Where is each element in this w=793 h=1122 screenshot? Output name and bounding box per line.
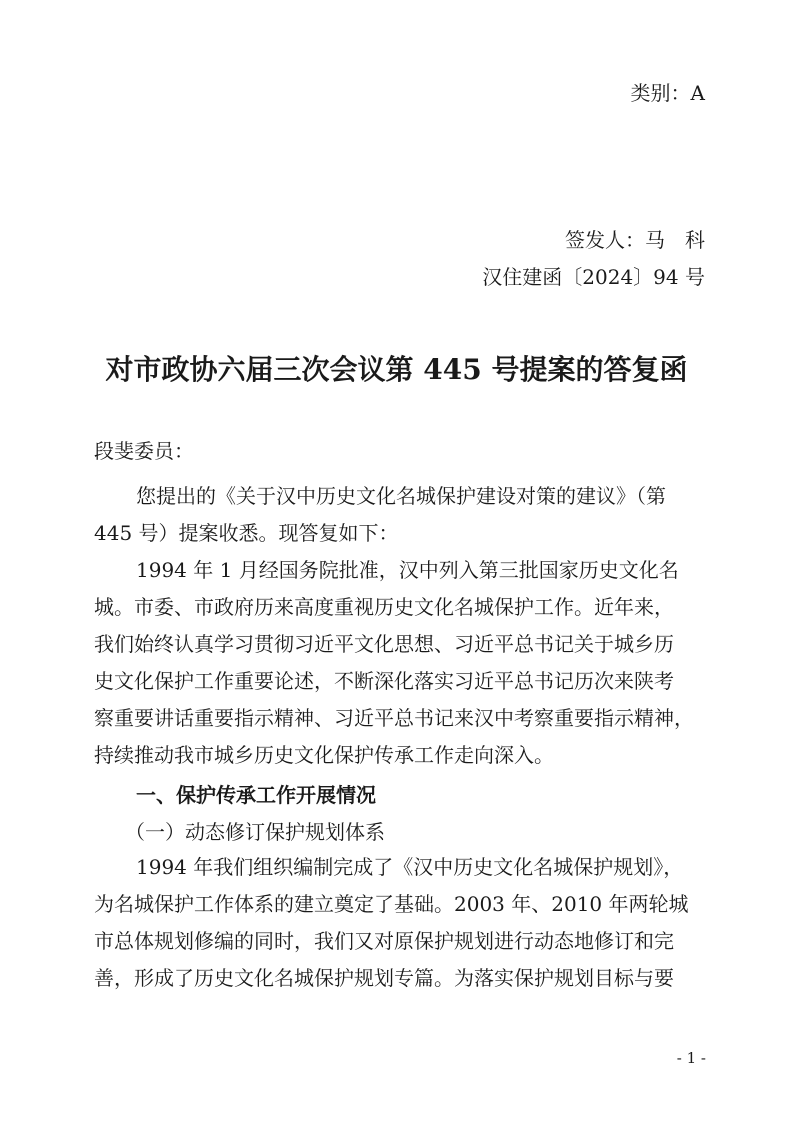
body-line: 为名城保护工作体系的建立奠定了基础。2003 年、2010 年两轮城	[94, 892, 689, 916]
body-line: 史文化保护工作重要论述，不断深化落实习近平总书记历次来陕考	[94, 669, 674, 693]
document-number: 汉住建函〔2024〕94 号	[482, 265, 705, 289]
section-heading: 一、保护传承工作开展情况	[136, 783, 376, 807]
salutation: 段斐委员：	[94, 439, 194, 463]
document-title: 对市政协六届三次会议第 445 号提案的答复函	[105, 353, 688, 386]
body-line: 445 号）提案收悉。现答复如下：	[94, 521, 399, 545]
body-line: 察重要讲话重要指示精神、习近平总书记来汉中考察重要指示精神，	[94, 706, 694, 730]
body-line: 善，形成了历史文化名城保护规划专篇。为落实保护规划目标与要	[94, 966, 674, 990]
body-line: 持续推动我市城乡历史文化保护传承工作走向深入。	[94, 743, 554, 767]
body-line: 我们始终认真学习贯彻习近平文化思想、习近平总书记关于城乡历	[94, 632, 674, 656]
body-line: 1994 年我们组织编制完成了《汉中历史文化名城保护规划》，	[136, 855, 684, 879]
body-line: 您提出的《关于汉中历史文化名城保护建设对策的建议》（第	[136, 484, 666, 508]
body-line: 市总体规划修编的同时，我们又对原保护规划进行动态地修订和完	[94, 929, 674, 953]
subsection-heading: （一）动态修订保护规划体系	[125, 820, 385, 844]
page-number: - 1 -	[676, 1049, 706, 1067]
signer-label: 签发人：马 科	[565, 228, 705, 252]
body-line: 1994 年 1 月经国务院批准，汉中列入第三批国家历史文化名	[136, 558, 679, 582]
body-line: 城。市委、市政府历来高度重视历史文化名城保护工作。近年来，	[94, 595, 674, 619]
category-label: 类别：A	[630, 81, 705, 105]
